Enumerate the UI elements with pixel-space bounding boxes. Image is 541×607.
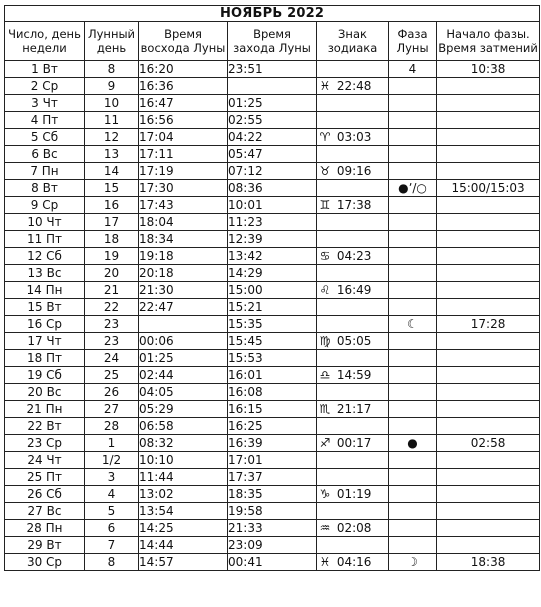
moon-phase-cell: [389, 112, 437, 129]
phase-start-cell: [437, 146, 540, 163]
phase-start-cell: [437, 163, 540, 180]
header-moonrise: Время восхода Луны: [139, 22, 228, 61]
phase-start-cell: [437, 503, 540, 520]
lunar-day-cell: 10: [85, 95, 139, 112]
phase-start-cell: [437, 350, 540, 367]
lunar-day-cell: 15: [85, 180, 139, 197]
header-moonset: Время захода Луны: [228, 22, 317, 61]
zodiac-sign-icon: ♓: [319, 555, 331, 569]
day-cell: 27 Вс: [5, 503, 85, 520]
moonrise-cell: 18:34: [139, 231, 228, 248]
moon-phase-cell: ☾: [389, 316, 437, 333]
lunar-day-cell: 11: [85, 112, 139, 129]
table-row: [5, 78, 540, 95]
zodiac-cell: [317, 520, 389, 537]
moonrise-cell: 17:43: [139, 197, 228, 214]
table-row: [5, 163, 540, 180]
moonrise-cell: 22:47: [139, 299, 228, 316]
day-cell: 7 Пн: [5, 163, 85, 180]
moonset-cell: 14:29: [228, 265, 317, 282]
header-day: Число, день недели: [5, 22, 85, 61]
moonrise-cell: 04:05: [139, 384, 228, 401]
lunar-day-cell: 1/2: [85, 452, 139, 469]
day-cell: 10 Чт: [5, 214, 85, 231]
zodiac-sign-icon: ♈: [319, 130, 331, 144]
lunar-day-cell: 3: [85, 469, 139, 486]
day-cell: 21 Пн: [5, 401, 85, 418]
zodiac-sign-icon: ♊: [319, 198, 331, 212]
lunar-day-cell: 12: [85, 129, 139, 146]
moonset-cell: 16:15: [228, 401, 317, 418]
moon-phase-cell: [389, 78, 437, 95]
moonrise-cell: 01:25: [139, 350, 228, 367]
zodiac-sign-icon: ♌: [319, 283, 331, 297]
zodiac-cell: [317, 503, 389, 520]
phase-start-cell: [437, 384, 540, 401]
phase-start-cell: [437, 214, 540, 231]
zodiac-sign-icon: ♎: [319, 368, 331, 382]
phase-start-cell: [437, 299, 540, 316]
lunar-day-cell: 14: [85, 163, 139, 180]
table-row: [5, 265, 540, 282]
moonrise-cell: 13:54: [139, 503, 228, 520]
lunar-day-cell: 4: [85, 486, 139, 503]
phase-start-cell: [437, 452, 540, 469]
zodiac-cell: [317, 61, 389, 78]
phase-start-cell: 10:38: [437, 61, 540, 78]
moonset-cell: 15:21: [228, 299, 317, 316]
phase-start-cell: 15:00/15:03: [437, 180, 540, 197]
moonset-cell: 12:39: [228, 231, 317, 248]
moonset-cell: 17:01: [228, 452, 317, 469]
moonset-cell: 05:47: [228, 146, 317, 163]
day-cell: 8 Вт: [5, 180, 85, 197]
day-cell: 28 Пн: [5, 520, 85, 537]
lunar-day-cell: 17: [85, 214, 139, 231]
header-zodiac: Знак зодиака: [317, 22, 389, 61]
moonset-cell: 15:35: [228, 316, 317, 333]
lunar-day-cell: 8: [85, 554, 139, 571]
lunar-day-cell: 8: [85, 61, 139, 78]
phase-start-cell: [437, 78, 540, 95]
moon-phase-cell: [389, 350, 437, 367]
moonset-cell: 01:25: [228, 95, 317, 112]
header-moon-phase: Фаза Луны: [389, 22, 437, 61]
moonset-cell: [228, 78, 317, 95]
zodiac-cell: [317, 418, 389, 435]
moonset-cell: 18:35: [228, 486, 317, 503]
lunar-day-cell: 16: [85, 197, 139, 214]
table-row: [5, 248, 540, 265]
table-row: [5, 384, 540, 401]
day-cell: 30 Ср: [5, 554, 85, 571]
moonset-cell: 16:01: [228, 367, 317, 384]
lunar-day-cell: 5: [85, 503, 139, 520]
zodiac-sign-icon: ♒: [319, 521, 331, 535]
moonrise-cell: 17:04: [139, 129, 228, 146]
day-cell: 14 Пн: [5, 282, 85, 299]
moon-phase-cell: [389, 520, 437, 537]
zodiac-cell: [317, 248, 389, 265]
moon-phase-cell: [389, 197, 437, 214]
moonrise-cell: 13:02: [139, 486, 228, 503]
zodiac-cell: [317, 537, 389, 554]
moon-phase-cell: [389, 452, 437, 469]
lunar-day-cell: 18: [85, 231, 139, 248]
zodiac-entry-time: 22:48: [336, 79, 372, 93]
zodiac-sign-icon: ♍: [319, 334, 331, 348]
moonset-cell: 15:00: [228, 282, 317, 299]
table-row: [5, 146, 540, 163]
zodiac-cell: [317, 231, 389, 248]
zodiac-cell: [317, 452, 389, 469]
lunar-day-cell: 7: [85, 537, 139, 554]
moonset-cell: 15:53: [228, 350, 317, 367]
moon-phase-cell: [389, 265, 437, 282]
moonset-cell: 23:51: [228, 61, 317, 78]
calendar-body: [5, 61, 540, 571]
lunar-day-cell: 25: [85, 367, 139, 384]
table-row: [5, 95, 540, 112]
zodiac-cell: [317, 554, 389, 571]
table-row: [5, 350, 540, 367]
moonset-cell: 02:55: [228, 112, 317, 129]
lunar-day-cell: 21: [85, 282, 139, 299]
lunar-day-cell: 23: [85, 333, 139, 350]
lunar-day-cell: 26: [85, 384, 139, 401]
phase-start-cell: 02:58: [437, 435, 540, 452]
zodiac-cell: [317, 384, 389, 401]
column-headers: [5, 22, 540, 61]
zodiac-cell: [317, 486, 389, 503]
zodiac-entry-time: 14:59: [336, 368, 372, 382]
moonset-cell: 11:23: [228, 214, 317, 231]
moon-phase-cell: [389, 503, 437, 520]
lunar-calendar-table: [4, 5, 540, 571]
phase-start-cell: [437, 112, 540, 129]
moon-phase-cell: [389, 146, 437, 163]
moon-phase-cell: [389, 248, 437, 265]
moonrise-cell: 14:25: [139, 520, 228, 537]
table-row: [5, 129, 540, 146]
zodiac-sign-icon: ♉: [319, 164, 331, 178]
moonrise-cell: 05:29: [139, 401, 228, 418]
day-cell: 16 Ср: [5, 316, 85, 333]
zodiac-entry-time: 00:17: [336, 436, 372, 450]
zodiac-entry-time: 16:49: [336, 283, 372, 297]
table-row: [5, 214, 540, 231]
zodiac-cell: [317, 333, 389, 350]
moonrise-cell: 17:19: [139, 163, 228, 180]
moonset-cell: 16:39: [228, 435, 317, 452]
day-cell: 25 Пт: [5, 469, 85, 486]
phase-start-cell: 18:38: [437, 554, 540, 571]
day-cell: 26 Сб: [5, 486, 85, 503]
day-cell: 18 Пт: [5, 350, 85, 367]
day-cell: 19 Сб: [5, 367, 85, 384]
moon-phase-cell: [389, 163, 437, 180]
day-cell: 13 Вс: [5, 265, 85, 282]
day-cell: 12 Сб: [5, 248, 85, 265]
moon-phase-cell: [389, 384, 437, 401]
zodiac-cell: [317, 316, 389, 333]
moonrise-cell: 16:20: [139, 61, 228, 78]
table-row: [5, 554, 540, 571]
lunar-day-cell: 27: [85, 401, 139, 418]
day-cell: 4 Пт: [5, 112, 85, 129]
header-phase-start: Начало фазы. Время затмений: [437, 22, 540, 61]
moonrise-cell: 19:18: [139, 248, 228, 265]
zodiac-sign-icon: ♐: [319, 436, 331, 450]
zodiac-cell: [317, 265, 389, 282]
day-cell: 20 Вс: [5, 384, 85, 401]
moonrise-cell: 16:56: [139, 112, 228, 129]
moonset-cell: 10:01: [228, 197, 317, 214]
zodiac-cell: [317, 367, 389, 384]
zodiac-entry-time: 04:16: [336, 555, 372, 569]
zodiac-cell: [317, 350, 389, 367]
table-row: [5, 486, 540, 503]
lunar-day-cell: 13: [85, 146, 139, 163]
moonrise-cell: 17:11: [139, 146, 228, 163]
day-cell: 24 Чт: [5, 452, 85, 469]
phase-start-cell: [437, 537, 540, 554]
lunar-day-cell: 22: [85, 299, 139, 316]
moonrise-cell: 14:44: [139, 537, 228, 554]
day-cell: 29 Вт: [5, 537, 85, 554]
phase-start-cell: 17:28: [437, 316, 540, 333]
phase-start-cell: [437, 520, 540, 537]
phase-start-cell: [437, 265, 540, 282]
zodiac-cell: [317, 435, 389, 452]
table-row: [5, 333, 540, 350]
phase-start-cell: [437, 418, 540, 435]
moon-phase-cell: 4: [389, 61, 437, 78]
moonset-cell: 15:45: [228, 333, 317, 350]
moonrise-cell: 20:18: [139, 265, 228, 282]
moonrise-cell: [139, 316, 228, 333]
moon-phase-cell: [389, 95, 437, 112]
phase-start-cell: [437, 197, 540, 214]
lunar-day-cell: 20: [85, 265, 139, 282]
table-row: [5, 231, 540, 248]
phase-start-cell: [437, 401, 540, 418]
moonset-cell: 13:42: [228, 248, 317, 265]
zodiac-entry-time: 17:38: [336, 198, 372, 212]
day-cell: 11 Пт: [5, 231, 85, 248]
zodiac-entry-time: 04:23: [336, 249, 372, 263]
table-row: [5, 197, 540, 214]
zodiac-cell: [317, 401, 389, 418]
lunar-day-cell: 9: [85, 78, 139, 95]
zodiac-cell: [317, 282, 389, 299]
zodiac-cell: [317, 112, 389, 129]
moon-phase-cell: [389, 401, 437, 418]
moonrise-cell: 21:30: [139, 282, 228, 299]
zodiac-cell: [317, 214, 389, 231]
phase-start-cell: [437, 367, 540, 384]
day-cell: 2 Ср: [5, 78, 85, 95]
moon-phase-cell: ●: [389, 435, 437, 452]
day-cell: 17 Чт: [5, 333, 85, 350]
moonset-cell: 00:41: [228, 554, 317, 571]
zodiac-entry-time: 02:08: [336, 521, 372, 535]
table-row: [5, 452, 540, 469]
lunar-day-cell: 23: [85, 316, 139, 333]
lunar-day-cell: 28: [85, 418, 139, 435]
moonrise-cell: 16:36: [139, 78, 228, 95]
day-cell: 1 Вт: [5, 61, 85, 78]
zodiac-cell: [317, 129, 389, 146]
table-row: [5, 537, 540, 554]
lunar-day-cell: 6: [85, 520, 139, 537]
moon-phase-cell: [389, 486, 437, 503]
moonrise-cell: 00:06: [139, 333, 228, 350]
moonset-cell: 04:22: [228, 129, 317, 146]
header-lunar-day: Лунный день: [85, 22, 139, 61]
table-row: [5, 61, 540, 78]
moonset-cell: 23:09: [228, 537, 317, 554]
phase-start-cell: [437, 486, 540, 503]
moon-phase-cell: [389, 214, 437, 231]
moonrise-cell: 18:04: [139, 214, 228, 231]
table-row: [5, 469, 540, 486]
phase-start-cell: [437, 129, 540, 146]
day-cell: 6 Вс: [5, 146, 85, 163]
zodiac-entry-time: 21:17: [336, 402, 372, 416]
zodiac-cell: [317, 299, 389, 316]
moonrise-cell: 08:32: [139, 435, 228, 452]
zodiac-cell: [317, 180, 389, 197]
moon-phase-cell: [389, 418, 437, 435]
phase-start-cell: [437, 469, 540, 486]
phase-start-cell: [437, 282, 540, 299]
moonrise-cell: 16:47: [139, 95, 228, 112]
lunar-day-cell: 24: [85, 350, 139, 367]
table-row: [5, 299, 540, 316]
zodiac-cell: [317, 469, 389, 486]
table-row: [5, 367, 540, 384]
moon-phase-cell: [389, 299, 437, 316]
zodiac-cell: [317, 197, 389, 214]
zodiac-entry-time: 09:16: [336, 164, 372, 178]
moonrise-cell: 02:44: [139, 367, 228, 384]
table-row: [5, 112, 540, 129]
day-cell: 23 Ср: [5, 435, 85, 452]
day-cell: 22 Вт: [5, 418, 85, 435]
moonset-cell: 17:37: [228, 469, 317, 486]
table-row: [5, 418, 540, 435]
table-row: [5, 401, 540, 418]
zodiac-cell: [317, 146, 389, 163]
zodiac-sign-icon: ♓: [319, 79, 331, 93]
moonset-cell: 07:12: [228, 163, 317, 180]
day-cell: 15 Вт: [5, 299, 85, 316]
zodiac-sign-icon: ♑: [319, 487, 331, 501]
table-row: [5, 282, 540, 299]
table-row: [5, 180, 540, 197]
table-row: [5, 503, 540, 520]
moonrise-cell: 14:57: [139, 554, 228, 571]
zodiac-entry-time: 01:19: [336, 487, 372, 501]
day-cell: 3 Чт: [5, 95, 85, 112]
moon-phase-cell: [389, 333, 437, 350]
moon-phase-cell: [389, 469, 437, 486]
table-row: [5, 520, 540, 537]
moon-phase-cell: [389, 367, 437, 384]
lunar-day-cell: 19: [85, 248, 139, 265]
moonset-cell: 16:08: [228, 384, 317, 401]
zodiac-cell: [317, 95, 389, 112]
moon-phase-cell: ☽: [389, 554, 437, 571]
day-cell: 5 Сб: [5, 129, 85, 146]
phase-start-cell: [437, 333, 540, 350]
moonset-cell: 21:33: [228, 520, 317, 537]
moon-phase-cell: [389, 282, 437, 299]
phase-start-cell: [437, 248, 540, 265]
moonrise-cell: 17:30: [139, 180, 228, 197]
calendar-title: НОЯБРЬ 2022: [5, 6, 540, 22]
zodiac-sign-icon: ♋: [319, 249, 331, 263]
moonrise-cell: 11:44: [139, 469, 228, 486]
zodiac-cell: [317, 163, 389, 180]
zodiac-sign-icon: ♏: [319, 402, 331, 416]
lunar-day-cell: 1: [85, 435, 139, 452]
table-row: [5, 316, 540, 333]
moonrise-cell: 06:58: [139, 418, 228, 435]
moonrise-cell: 10:10: [139, 452, 228, 469]
moon-phase-cell: [389, 537, 437, 554]
zodiac-cell: [317, 78, 389, 95]
phase-start-cell: [437, 95, 540, 112]
table-row: [5, 435, 540, 452]
moon-phase-cell: [389, 231, 437, 248]
moonset-cell: 08:36: [228, 180, 317, 197]
day-cell: 9 Ср: [5, 197, 85, 214]
moonset-cell: 16:25: [228, 418, 317, 435]
moon-phase-cell: ●ʼ/○: [389, 180, 437, 197]
phase-start-cell: [437, 231, 540, 248]
zodiac-entry-time: 03:03: [336, 130, 372, 144]
moonset-cell: 19:58: [228, 503, 317, 520]
zodiac-entry-time: 05:05: [336, 334, 372, 348]
moon-phase-cell: [389, 129, 437, 146]
